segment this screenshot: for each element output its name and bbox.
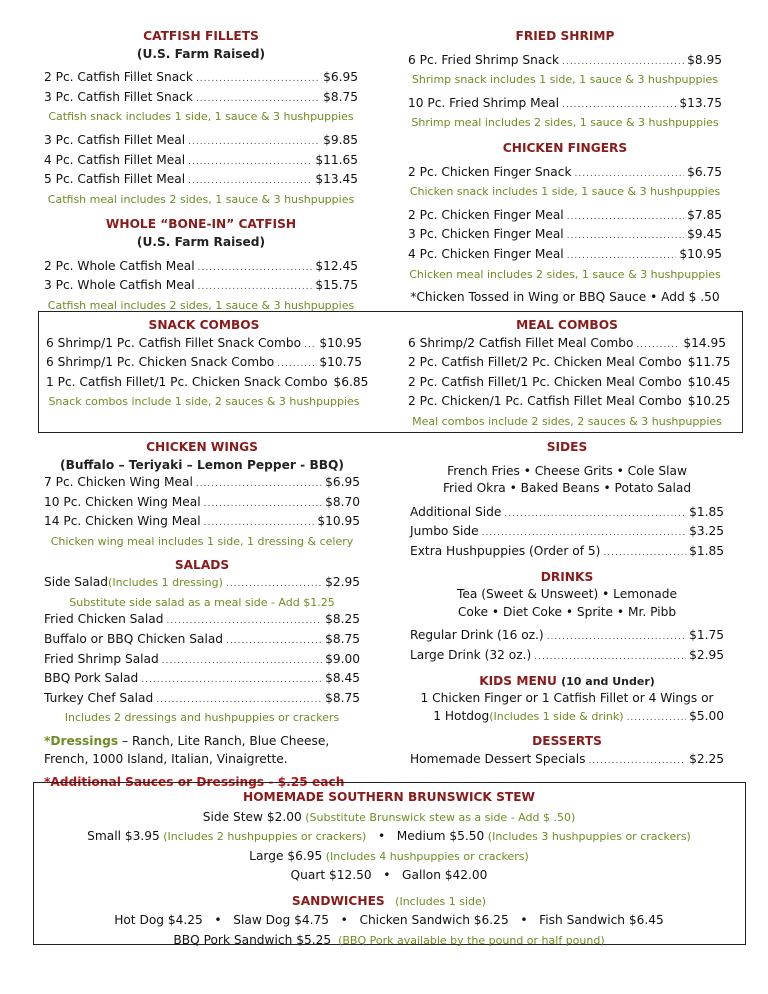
item-price: $9.85 — [323, 132, 358, 147]
dressings-label: *Dressings — [44, 733, 119, 748]
item-name: 10 Pc. Fried Shrimp Meal — [408, 95, 560, 110]
dot-leader — [188, 132, 320, 152]
menu-line — [34, 847, 744, 867]
item-price: $8.75 — [323, 89, 358, 104]
line-note: (BBQ Pork available by the pound or half pound) — [331, 933, 605, 947]
item-name: 6 Shrimp/2 Catfish Fillet Meal Combo — [408, 335, 634, 350]
dot-leader — [162, 651, 322, 671]
menu-item — [44, 277, 358, 297]
item-inline-note: (Includes 1 dressing) — [108, 576, 223, 590]
section-heading: CHICKEN FINGERS — [502, 140, 628, 155]
line-note: (Includes 2 hushpuppies or crackers) — [159, 830, 367, 843]
menu-item — [44, 670, 360, 690]
section-subheading: (U.S. Farm Raised) — [136, 234, 266, 249]
item-name: Regular Drink (16 oz.) — [410, 628, 544, 643]
additional-sauces-note: *Additional Sauces or Dressings - $.25 each — [44, 775, 345, 790]
dot-leader — [304, 335, 316, 355]
item-price: $1.85 — [689, 543, 724, 558]
item-price: $10.45 — [687, 374, 731, 389]
menu-line — [34, 808, 744, 828]
info-line: Coke • Diet Coke • Sprite • Mr. Pibb — [457, 604, 677, 619]
item-price: $8.70 — [325, 494, 360, 509]
line-text: Side Stew $2.00 — [202, 809, 302, 824]
menu-item — [408, 207, 722, 227]
section-note: Catfish meal includes 2 sides, 1 sauce & 3 hushpuppies — [47, 298, 355, 312]
item-name: BBQ Pork Salad — [44, 671, 139, 686]
stew-sandwich-section — [34, 788, 744, 950]
item-price: $8.25 — [325, 612, 360, 627]
dot-leader — [196, 69, 320, 89]
dot-leader — [196, 474, 322, 494]
item-name: 6 Shrimp/1 Pc. Chicken Snack Combo — [46, 355, 275, 370]
dot-leader — [198, 277, 313, 297]
item-name: Large Drink (32 oz.) — [410, 647, 532, 662]
dot-leader — [188, 171, 312, 191]
section-heading: HOMEMADE SOUTHERN BRUNSWICK STEW — [243, 790, 535, 804]
item-name: 6 Pc. Fried Shrimp Snack — [408, 52, 560, 67]
item-name: Turkey Chef Salad — [44, 690, 154, 705]
line-text: Small $3.95 — [87, 829, 160, 843]
item-name: 1 Pc. Catfish Fillet/1 Pc. Chicken Snack Combo — [46, 374, 328, 389]
section-heading: FRIED SHRIMP — [515, 29, 615, 43]
section-note: Catfish snack includes 1 side, 1 sauce & 3 hushpuppies — [48, 110, 354, 124]
menu-line — [34, 931, 744, 951]
line-note: (Includes 1 side) — [384, 894, 487, 908]
sides-drinks-section — [410, 439, 724, 771]
section-note: Shrimp meal includes 2 sides, 1 sauce & 3 hushpuppies — [411, 116, 719, 130]
dot-leader — [567, 246, 677, 266]
item-name: 10 Pc. Chicken Wing Meal — [44, 494, 201, 509]
dot-leader — [567, 207, 684, 227]
menu-line — [34, 827, 744, 847]
heading-text: KIDS MENU — [479, 673, 557, 688]
item-price: $11.75 — [687, 355, 731, 370]
item-price: $8.75 — [325, 631, 360, 646]
item-name: Fried Shrimp Salad — [44, 651, 159, 666]
line-text: Hot Dog $4.25 • Slaw Dog $4.75 • Chicken Sandwich $6.25 • Fish Sandwich $6.45 — [114, 913, 664, 927]
menu-item — [44, 258, 358, 278]
dot-leader — [627, 708, 687, 728]
menu-item — [44, 513, 360, 533]
menu-item — [44, 171, 358, 191]
dot-leader — [196, 89, 320, 109]
item-price: $2.95 — [689, 647, 724, 662]
section-note: Includes 2 dressings and hushpuppies or crackers — [64, 711, 340, 725]
meal-combos-section — [408, 317, 731, 431]
shrimp-chicken-section — [408, 28, 722, 307]
item-price: $14.95 — [683, 335, 726, 350]
menu-item — [44, 89, 358, 109]
item-inline-note: (Includes 1 side & drink) — [489, 709, 624, 723]
item-price: $13.75 — [679, 95, 722, 110]
item-name: Side Salad — [44, 575, 109, 590]
menu-item — [44, 494, 360, 514]
info-line: Tea (Sweet & Unsweet) • Lemonade — [457, 587, 677, 602]
snack-combos-section — [46, 317, 369, 411]
dot-leader — [226, 631, 322, 651]
item-price: $15.75 — [315, 278, 358, 293]
section-heading: WHOLE “BONE-IN” CATFISH — [105, 217, 297, 232]
menu-item — [410, 543, 724, 563]
menu-item — [46, 354, 362, 374]
dot-leader — [603, 543, 686, 563]
dressings-values: – Ranch, Lite Ranch, Blue Cheese, French, 1000 Island, Italian, Vinaigrette. — [44, 733, 330, 766]
item-price: $10.95 — [317, 514, 360, 529]
dot-leader — [198, 258, 313, 278]
item-name: 5 Pc. Catfish Fillet Meal — [44, 172, 186, 187]
menu-item — [44, 152, 358, 172]
menu-item — [410, 647, 724, 667]
item-price: $10.75 — [319, 355, 362, 370]
item-name: 3 Pc. Whole Catfish Meal — [44, 278, 195, 293]
menu-item — [410, 708, 724, 728]
menu-item — [44, 69, 358, 89]
item-price: $1.75 — [689, 628, 724, 643]
wings-salads-section — [44, 439, 360, 792]
item-name: 2 Pc. Chicken Finger Snack — [408, 164, 572, 179]
item-name: Jumbo Side — [410, 524, 479, 539]
item-price: $12.45 — [315, 258, 358, 273]
menu-line — [34, 866, 744, 886]
item-name: Buffalo or BBQ Chicken Salad — [44, 631, 224, 646]
item-name: 2 Pc. Catfish Fillet/1 Pc. Chicken Meal Combo — [408, 374, 682, 389]
menu-item — [408, 226, 722, 246]
item-price: $6.95 — [325, 475, 360, 490]
item-price: $1.85 — [689, 504, 724, 519]
item-name: 4 Pc. Chicken Finger Meal — [408, 246, 564, 261]
item-price: $9.00 — [325, 651, 360, 666]
info-line: 1 Chicken Finger or 1 Catfish Fillet or 4 Wings or — [420, 691, 714, 706]
item-price: $10.25 — [687, 394, 731, 409]
section-subheading: (U.S. Farm Raised) — [136, 46, 266, 61]
menu-item — [408, 164, 722, 184]
item-name: 3 Pc. Chicken Finger Meal — [408, 227, 564, 242]
item-price: $2.25 — [689, 751, 724, 766]
item-price: $6.85 — [333, 374, 369, 389]
dot-leader — [188, 152, 312, 172]
info-line: Fried Okra • Baked Beans • Potato Salad — [442, 481, 692, 496]
line-note: (Includes 3 hushpuppies or crackers) — [484, 830, 691, 843]
menu-line — [34, 911, 744, 931]
menu-item — [408, 374, 731, 394]
item-price: $8.45 — [325, 671, 360, 686]
item-price: $6.75 — [687, 164, 722, 179]
dot-leader — [156, 690, 322, 710]
item-price: $9.45 — [687, 227, 722, 242]
item-price: $13.45 — [315, 172, 358, 187]
catfish-section — [44, 28, 358, 314]
menu-item — [408, 246, 722, 266]
menu-item — [44, 474, 360, 494]
menu-item — [44, 611, 360, 631]
item-name: 2 Pc. Catfish Fillet Snack — [44, 70, 193, 85]
item-price: $5.00 — [689, 708, 724, 723]
item-name: 3 Pc. Catfish Fillet Meal — [44, 132, 186, 147]
menu-item — [44, 651, 360, 671]
line-note: (Substitute Brunswick stew as a side - Add $ .50) — [301, 810, 576, 824]
menu-item — [44, 132, 358, 152]
line-text: Quart $12.50 • Gallon $42.00 — [290, 868, 488, 882]
section-note: Chicken wing meal includes 1 side, 1 dressing & celery — [50, 534, 354, 548]
dot-leader — [141, 670, 322, 690]
item-price: $7.85 — [687, 207, 722, 222]
dot-leader — [204, 494, 323, 514]
section-subheading: (Buffalo – Teriyaki – Lemon Pepper - BBQ) — [60, 457, 344, 472]
section-heading: SALADS — [174, 557, 230, 572]
item-name: Extra Hushpuppies (Order of 5) — [410, 543, 601, 558]
item-price: $10.95 — [679, 246, 722, 261]
item-price: $3.25 — [689, 524, 724, 539]
line-text: • Medium $5.50 — [366, 829, 485, 843]
item-name: 2 Pc. Whole Catfish Meal — [44, 258, 195, 273]
item-price: $11.65 — [315, 152, 358, 167]
menu-item — [46, 374, 369, 394]
menu-line — [34, 892, 744, 912]
item-price: $6.95 — [323, 70, 358, 85]
dot-leader — [562, 52, 684, 72]
section-heading: MEAL COMBOS — [516, 318, 618, 332]
item-name: Homemade Dessert Specials — [410, 751, 586, 766]
section-note: Substitute side salad as a meal side - Add $1.25 — [69, 595, 335, 609]
menu-item — [44, 690, 360, 710]
dot-leader — [277, 354, 316, 374]
dot-leader — [636, 335, 680, 355]
line-text: Large $6.95 — [249, 848, 323, 863]
dot-leader — [534, 647, 686, 667]
section-heading: CHICKEN WINGS — [146, 440, 258, 454]
section-heading: DRINKS — [540, 569, 594, 584]
menu-item — [408, 393, 731, 413]
menu-item — [46, 335, 362, 355]
item-name: 2 Pc. Chicken Finger Meal — [408, 207, 564, 222]
item-name: 2 Pc. Chicken/1 Pc. Catfish Fillet Meal Combo — [408, 394, 682, 409]
heading-subtext: (10 and Under) — [561, 674, 655, 688]
menu-item — [408, 95, 722, 115]
dot-leader — [204, 513, 315, 533]
item-price: $2.95 — [325, 575, 360, 590]
item-name: 14 Pc. Chicken Wing Meal — [44, 514, 201, 529]
section-heading: SANDWICHES — [291, 893, 385, 908]
item-price: $10.95 — [319, 335, 362, 350]
dot-leader — [567, 226, 684, 246]
section-note: Meal combos include 2 sides, 2 sauces & 3 hushpuppies — [412, 414, 722, 428]
item-name: 6 Shrimp/1 Pc. Catfish Fillet Snack Combo — [46, 335, 302, 350]
dot-leader — [226, 574, 322, 594]
menu-item — [408, 335, 726, 355]
menu-item — [44, 574, 360, 594]
item-name: 1 Hotdog — [410, 708, 490, 723]
line-text: BBQ Pork Sandwich $5.25 — [173, 932, 332, 947]
info-line: *Chicken Tossed in Wing or BBQ Sauce • Add $ .50 — [410, 290, 720, 305]
item-price: $8.75 — [325, 690, 360, 705]
dressings-list — [44, 733, 360, 768]
menu-item — [410, 523, 724, 543]
item-name: 3 Pc. Catfish Fillet Snack — [44, 89, 193, 104]
section-heading: SNACK COMBOS — [148, 318, 260, 332]
menu-item — [44, 631, 360, 651]
section-heading: CATFISH FILLETS — [143, 29, 259, 43]
info-line: French Fries • Cheese Grits • Cole Slaw — [447, 463, 687, 478]
section-note: Snack combos include 1 side, 2 sauces & 3 hushpuppies — [48, 395, 360, 409]
section-heading — [410, 673, 724, 691]
section-note: Chicken snack includes 1 side, 1 sauce & 3 hushpuppies — [409, 185, 721, 199]
section-note: Chicken meal includes 2 sides, 1 sauce & 3 hushpuppies — [409, 267, 721, 281]
item-name: Additional Side — [410, 504, 502, 519]
item-name: 2 Pc. Catfish Fillet/2 Pc. Chicken Meal Combo — [408, 355, 682, 370]
item-price: $8.95 — [687, 52, 722, 67]
section-note: Catfish meal includes 2 sides, 1 sauce & 3 hushpuppies — [47, 192, 355, 206]
item-name: 4 Pc. Catfish Fillet Meal — [44, 152, 186, 167]
dot-leader — [575, 164, 685, 184]
dot-leader — [547, 627, 686, 647]
line-note: (Includes 4 hushpuppies or crackers) — [322, 849, 529, 863]
item-name: Fried Chicken Salad — [44, 612, 164, 627]
dot-leader — [166, 611, 322, 631]
menu-item — [408, 354, 731, 374]
dot-leader — [482, 523, 686, 543]
dot-leader — [562, 95, 676, 115]
dot-leader — [504, 504, 686, 524]
item-name: 7 Pc. Chicken Wing Meal — [44, 475, 193, 490]
section-heading: SIDES — [546, 440, 588, 454]
section-note: Shrimp snack includes 1 side, 1 sauce & 3 hushpuppies — [411, 73, 719, 87]
menu-item — [408, 52, 722, 72]
menu-item — [410, 751, 724, 771]
menu-item — [410, 504, 724, 524]
dot-leader — [588, 751, 686, 771]
menu-item — [410, 627, 724, 647]
section-heading: DESSERTS — [532, 734, 602, 749]
